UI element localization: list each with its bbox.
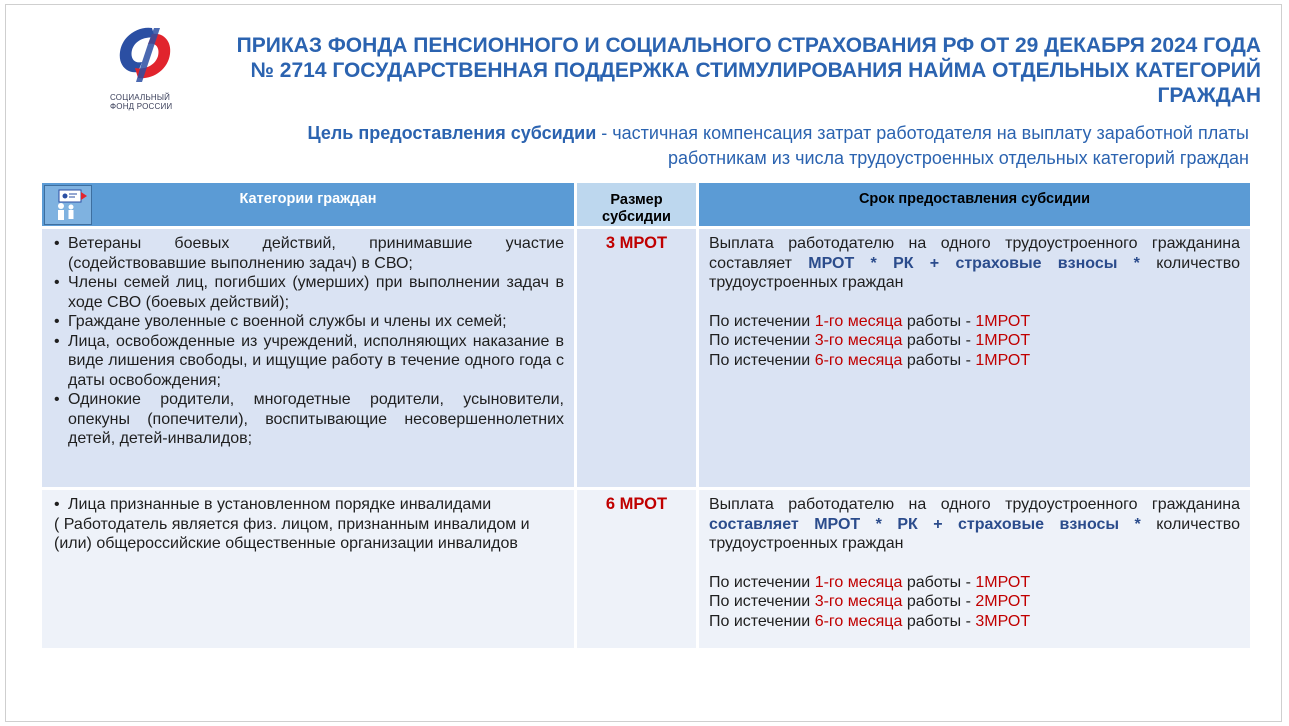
- header-term: Срок предоставления субсидии: [699, 183, 1250, 226]
- payment-text: Выплата работодателю на одного трудоустроенного гражданина: [709, 496, 1240, 513]
- subsidy-size: 6 МРОТ: [577, 490, 696, 648]
- payment-text-end: количество трудоустроенных граждан: [709, 515, 1240, 552]
- category-text: Лица признанные в установленном порядке инвалидами: [68, 496, 492, 513]
- step-period: 1-го месяца: [814, 312, 903, 330]
- list-item: • Лица, освобожденные из учреждений, исполняющих наказание в виде лишения свободы, и ищущие работу в течение одного года с даты освобождения;: [54, 332, 564, 391]
- subsidy-size: 3 МРОТ: [577, 229, 696, 487]
- step-amount: 2МРОТ: [975, 593, 1031, 610]
- step-period: 3-го месяца: [814, 332, 903, 349]
- sfr-logo: [108, 22, 188, 114]
- logo-line1: СОЦИАЛЬНЫЙ: [110, 93, 171, 102]
- payment-text: Выплата работодателю на одного трудоустроенного гражданина составляет: [709, 235, 1240, 272]
- payment-steps: [709, 573, 1240, 632]
- payment-step: [709, 331, 1240, 351]
- payment-formula: [709, 234, 1240, 293]
- step-text: По истечении: [709, 573, 815, 591]
- payment-formula: [709, 495, 1240, 554]
- term-cell: [699, 490, 1250, 648]
- header-size: Размер субсидии: [577, 183, 696, 226]
- step-period: 6-го месяца: [814, 612, 903, 630]
- step-period: 3-го месяца: [814, 593, 903, 610]
- step-text: работы -: [902, 612, 976, 630]
- header-categories-label: Категории граждан: [239, 191, 377, 207]
- step-text: По истечении: [709, 332, 815, 349]
- subsidy-table: [42, 183, 1250, 648]
- step-text: работы -: [902, 312, 976, 330]
- step-text: работы -: [902, 332, 976, 349]
- payment-formula-bold: МРОТ * РК + страховые взносы *: [808, 254, 1140, 272]
- people-icon: [44, 185, 92, 225]
- step-text: По истечении: [709, 312, 815, 330]
- payment-step: [709, 351, 1240, 371]
- list-item-note: ( Работодатель является физ. лицом, признанным инвалидом и (или) общероссийские общественные организации инвалидов: [54, 515, 530, 552]
- term-cell: [699, 229, 1250, 487]
- payment-formula-bold: составляет МРОТ * РК + страховые взносы *: [709, 515, 1141, 533]
- list-item: • Члены семей лиц, погибших (умерших) при выполнении задач в ходе СВО (боевых действий);: [54, 273, 564, 312]
- step-amount: 3МРОТ: [975, 612, 1031, 630]
- step-period: 1-го месяца: [814, 573, 903, 591]
- step-amount: 1МРОТ: [975, 312, 1031, 330]
- page-title: ПРИКАЗ ФОНДА ПЕНСИОННОГО И СОЦИАЛЬНОГО СТРАХОВАНИЯ РФ ОТ 29 ДЕКАБРЯ 2024 ГОДА № 2714 ГОСУДАРСТВЕННАЯ ПОДДЕРЖКА СТИМУЛИРОВАНИЯ НАЙМА ОТДЕЛЬНЫХ КАТЕГОРИЙ ГРАЖДАН: [236, 34, 1261, 107]
- payment-step: [709, 612, 1240, 632]
- logo-caption: [110, 93, 188, 111]
- step-amount: 1МРОТ: [975, 351, 1031, 369]
- table-row: [42, 490, 1250, 648]
- subsidy-goal: [289, 121, 1249, 171]
- step-amount: 1МРОТ: [975, 573, 1031, 591]
- payment-step: [709, 592, 1240, 612]
- sfr-logo-icon: [108, 22, 180, 90]
- step-text: По истечении: [709, 593, 815, 610]
- step-text: работы -: [902, 573, 976, 591]
- step-text: По истечении: [709, 612, 815, 630]
- categories-cell: [42, 490, 574, 648]
- list-item: • Ветераны боевых действий, принимавшие участие (содействовавшие выполнению задач) в СВО;: [54, 234, 564, 273]
- list-item: [54, 495, 564, 515]
- category-list: [54, 495, 564, 554]
- payment-text-end: количество трудоустроенных граждан: [709, 254, 1240, 291]
- table-row: [42, 229, 1250, 487]
- step-amount: 1МРОТ: [975, 332, 1031, 349]
- step-text: работы -: [902, 593, 976, 610]
- step-text: работы -: [902, 351, 976, 369]
- header-categories: [42, 183, 574, 226]
- list-item: • Одинокие родители, многодетные родители, усыновители, опекуны (попечители), воспитывающие несовершеннолетних детей, детей-инвалидов;: [54, 390, 564, 449]
- list-item: • Граждане уволенные с военной службы и члены их семей;: [54, 312, 564, 332]
- categories-cell: [42, 229, 574, 487]
- table-header: [42, 183, 1250, 226]
- step-text: По истечении: [709, 351, 815, 369]
- payment-steps: [709, 312, 1240, 371]
- logo-line2: ФОНД РОССИИ: [110, 102, 173, 111]
- goal-text: - частичная компенсация затрат работодателя на выплату заработной платы работникам из числа трудоустроенных отдельных категорий граждан: [596, 123, 1249, 168]
- goal-label: Цель предоставления субсидии: [307, 123, 597, 143]
- payment-step: [709, 312, 1240, 332]
- category-list: [54, 234, 564, 449]
- step-period: 6-го месяца: [814, 351, 903, 369]
- payment-step: [709, 573, 1240, 593]
